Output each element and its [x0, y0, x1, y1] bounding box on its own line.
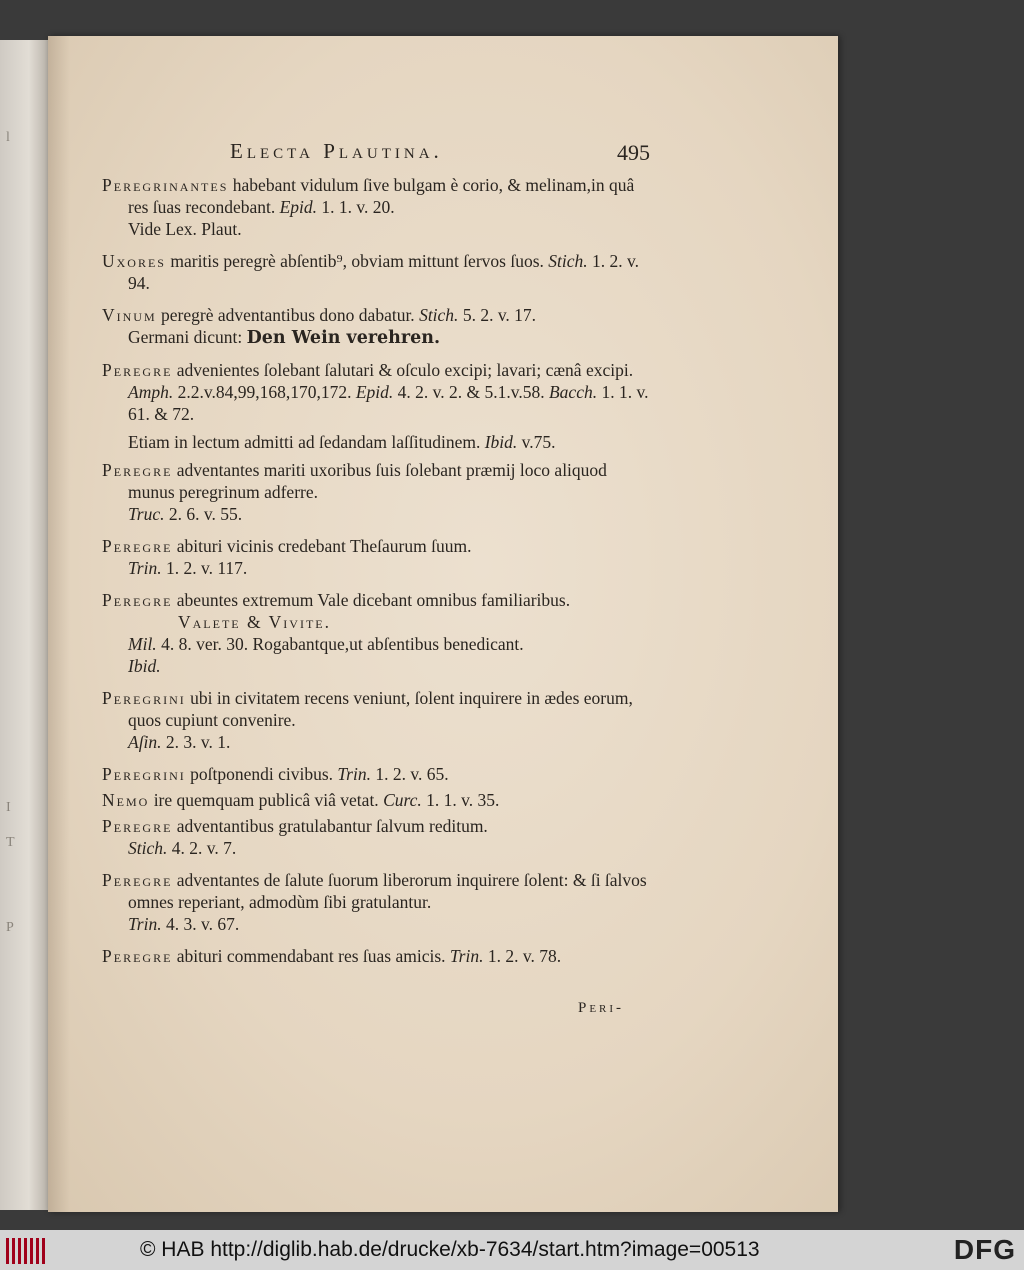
- entry-text: abeuntes extremum Vale dicebant omnibus familiaribus.: [172, 590, 571, 610]
- citation: Mil.: [128, 634, 157, 654]
- page-text: [102, 140, 650, 977]
- citation: Trin.: [337, 764, 371, 784]
- page-gutter-shadow: [48, 36, 70, 1212]
- entry: [102, 945, 650, 967]
- entry-text: Etiam in lectum admitti ad ſedandam laſſitudinem.: [128, 432, 485, 452]
- ghost-letter: T: [6, 835, 15, 850]
- citation-ref: 2. 3. v. 1.: [161, 732, 231, 752]
- citation: Amph.: [128, 382, 174, 402]
- entry-lead: Vinum: [102, 305, 157, 325]
- adjacent-page-edge: [0, 40, 48, 1210]
- entry-text: abituri vicinis credebant Theſaurum ſuum.: [172, 536, 472, 556]
- entry-text: abituri commendabant res ſuas amicis.: [172, 946, 450, 966]
- entry-lead: Nemo: [102, 790, 150, 810]
- footer-bar: [0, 1230, 1024, 1270]
- citation: Curc.: [383, 790, 422, 810]
- entry: [102, 763, 650, 785]
- entry-text: adventantibus gratulabantur ſalvum reditum.: [172, 816, 488, 836]
- running-head-title: Electa Plautina.: [230, 139, 443, 163]
- barcode-icon: [6, 1238, 48, 1264]
- citation-ref: 1. 2. v. 117.: [161, 558, 248, 578]
- quote: Valete & Vivite.: [178, 612, 332, 632]
- german-phrase: Den Wein verehren.: [246, 328, 441, 348]
- entry-lead: Uxores: [102, 251, 166, 271]
- catchword: Peri-: [578, 1000, 625, 1016]
- citation-ref: 1. 2. v. 65.: [370, 764, 449, 784]
- entry-lead: Peregre: [102, 816, 173, 836]
- entry-text: advenientes ſolebant ſalutari & oſculo excipi; lavari; cænâ excipi.: [172, 360, 634, 380]
- citation-ref: 1. 1. v. 20.: [317, 197, 395, 217]
- citation: Epid.: [355, 382, 394, 402]
- citation: Trin.: [449, 946, 484, 966]
- citation: Ibid.: [484, 432, 518, 452]
- entry: [102, 250, 650, 294]
- running-head: [102, 140, 650, 168]
- entry-lead: Peregre: [102, 460, 173, 480]
- entry-text: ubi in civitatem recens veniunt, ſolent inquirere in ædes eorum, quos cupiunt convenire.: [128, 688, 633, 730]
- entry-lead: Peregre: [102, 360, 173, 380]
- citation: Stich.: [419, 305, 459, 325]
- citation: Aſin.: [128, 732, 162, 752]
- entry-text: adventantes mariti uxoribus ſuis ſolebant præmij loco aliquod munus peregrinum adferre.: [128, 460, 607, 502]
- citation-ref: 5. 2. v. 17.: [458, 305, 537, 325]
- entry: [102, 815, 650, 859]
- citation-ref: 1. 1. v. 61. & 72.: [128, 382, 649, 424]
- entry-lead: Peregre: [102, 590, 173, 610]
- entry-note: Germani dicunt:: [128, 327, 247, 347]
- entry-lead: Peregre: [102, 946, 173, 966]
- citation-ref: 4. 8. ver. 30. Rogabantque,ut abſentibus benedicant.: [156, 634, 524, 654]
- entry: [102, 687, 650, 753]
- entry-text: peregrè adventantibus dono dabatur.: [156, 305, 420, 325]
- entry: [102, 869, 650, 935]
- citation-ref: 4. 2. v. 2. & 5.1.v.58.: [393, 382, 549, 402]
- entry-lead: Peregrini: [102, 688, 186, 708]
- entry-text: ire quemquam publicâ viâ vetat.: [149, 790, 384, 810]
- entry-text: adventantes de ſalute ſuorum liberorum inquirere ſolent: & ſi ſalvos omnes reperiant, admodùm ſibi gratulantur.: [128, 870, 647, 912]
- citation-ref: 1. 2. v. 78.: [483, 946, 562, 966]
- entry: [102, 535, 650, 579]
- entry: [102, 304, 650, 349]
- citation: Bacch.: [548, 382, 598, 402]
- sub-entry: [102, 431, 650, 453]
- citation-ref: 1. 1. v. 35.: [421, 790, 500, 810]
- citation: Truc.: [128, 504, 165, 524]
- citation-ref: 2.2.v.84,99,168,170,172.: [173, 382, 356, 402]
- citation: Epid.: [279, 197, 318, 217]
- footer-copyright-link[interactable]: © HAB http://diglib.hab.de/drucke/xb-7634/start.htm?image=00513: [140, 1238, 760, 1261]
- entry-lead: Peregre: [102, 870, 173, 890]
- entry: [102, 589, 650, 677]
- ghost-letter: l: [6, 130, 10, 145]
- citation-ref: 4. 2. v. 7.: [167, 838, 237, 858]
- entry: [102, 789, 650, 811]
- ghost-letter: P: [6, 920, 14, 935]
- ghost-letter: I: [6, 800, 11, 815]
- entry-lead: Peregrini: [102, 764, 186, 784]
- entry: [102, 459, 650, 525]
- entry-lead: Peregre: [102, 536, 173, 556]
- entry-text: habebant vidulum ſive bulgam è corio, & melinam,in quâ res ſuas recondebant.: [128, 175, 635, 217]
- citation: Trin.: [128, 914, 162, 934]
- entry-note: Vide Lex. Plaut.: [128, 219, 242, 239]
- entry: [102, 359, 650, 425]
- citation-ref: 4. 3. v. 67.: [161, 914, 240, 934]
- citation: Stich.: [548, 251, 588, 271]
- citation-ref: 2. 6. v. 55.: [164, 504, 243, 524]
- entry: [102, 174, 650, 240]
- entry-text: poſtponendi civibus.: [185, 764, 338, 784]
- entry-lead: Peregrinantes: [102, 175, 229, 195]
- entry-text: maritis peregrè abſentib⁹, obviam mittunt ſervos ſuos.: [165, 251, 549, 271]
- citation: Trin.: [128, 558, 162, 578]
- page-number: 495: [617, 140, 650, 165]
- citation-ref: 1. 2. v. 94.: [128, 251, 640, 293]
- citation-ref: v.75.: [517, 432, 556, 452]
- citation: Ibid.: [128, 656, 161, 676]
- dfg-logo: DFG: [953, 1234, 1016, 1265]
- citation: Stich.: [128, 838, 168, 858]
